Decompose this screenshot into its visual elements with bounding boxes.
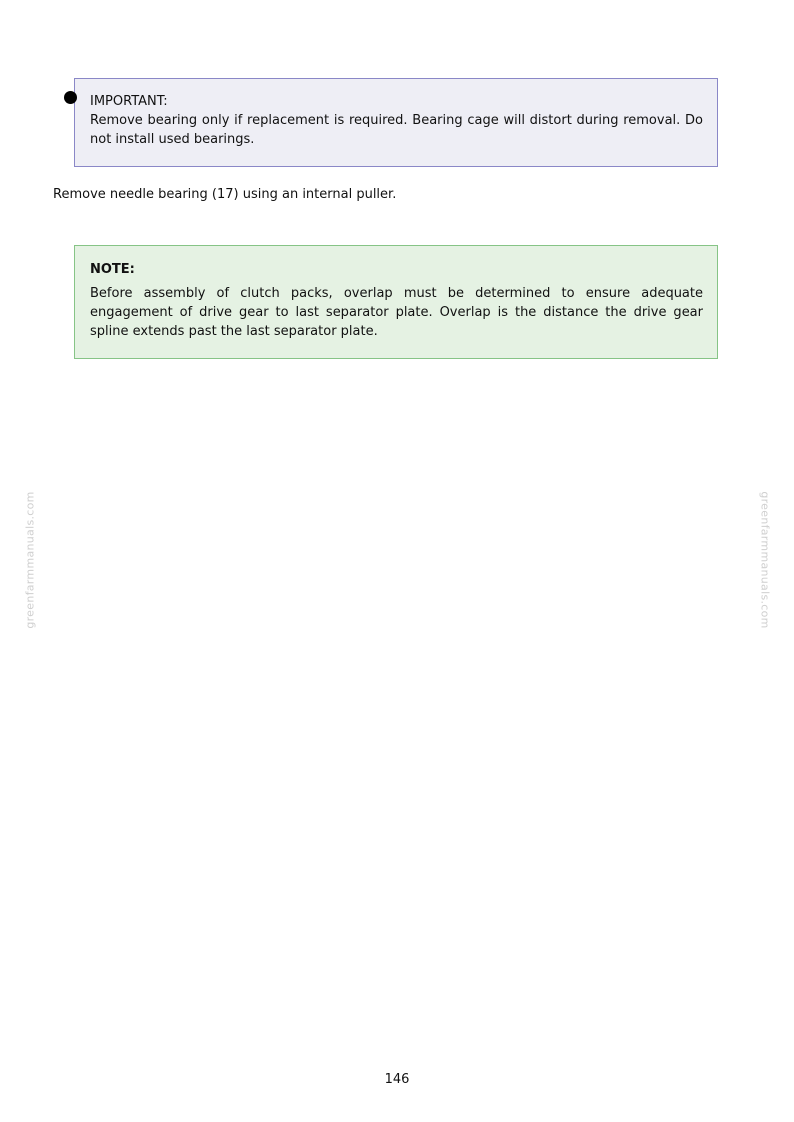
note-title: NOTE: — [90, 262, 135, 277]
bullet-dot-icon — [64, 91, 77, 104]
note-text: Before assembly of clutch packs, overlap must be determined to ensure adequate engagement of drive gear to last separator plate. Overlap is the distance the drive gear spline extends past the last separator plate. — [90, 286, 703, 339]
important-box — [74, 78, 718, 167]
important-title: IMPORTANT: — [90, 94, 168, 109]
instruction-text: Remove needle bearing (17) using an internal puller. — [53, 187, 397, 202]
page-number: 146 — [384, 1072, 410, 1087]
note-box — [74, 245, 718, 359]
watermark-left: greenfarmmanuals.com — [23, 491, 37, 629]
important-text: Remove bearing only if replacement is required. Bearing cage will distort during removal. Do not install used bearings. — [90, 113, 703, 147]
watermark-right: greenfarmmanuals.com — [758, 491, 772, 629]
